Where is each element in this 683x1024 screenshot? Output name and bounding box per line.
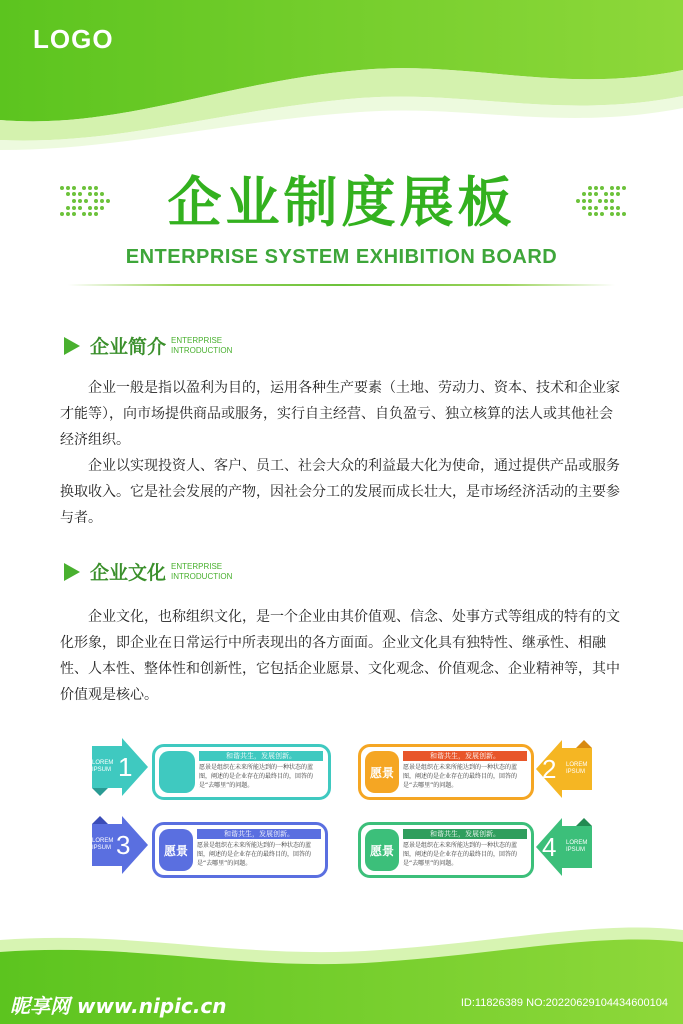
paragraph: 企业一般是指以盈利为目的，运用各种生产要素（土地、劳动力、资本、技术和企业家才能等），向市场提供商品或服务，实行自主经营、自负盈亏、独立核算的法人或其他社会经济组织。 <box>60 380 620 448</box>
header-wave-background <box>0 0 683 150</box>
paragraph: 企业以实现投资人、客户、员工、社会大众的利益最大化为使命，通过提供产品或服务换取收入。它是社会发展的产物，因社会分工的发展而成长壮大，是市场经济活动的主要参与者。 <box>60 458 620 526</box>
card-body: 愿景是组织在未来所能达到的一种状态的蓝图，阐述的是企业存在的最终目的，回答的是“去哪里”的问题。 <box>403 764 518 789</box>
lorem-label: LOREM IPSUM <box>566 840 588 853</box>
card-heading: 和谐共生，发展创新。 <box>197 829 321 839</box>
triangle-bullet-icon <box>64 563 80 581</box>
card-number: 2 <box>542 754 557 784</box>
lorem-label: LOREM IPSUM <box>92 760 114 773</box>
card-number: 3 <box>116 830 131 860</box>
card-heading: 和谐共生，发展创新。 <box>199 751 323 761</box>
card-tag: 愿景 <box>163 844 188 858</box>
section-subtitle-english <box>171 562 232 582</box>
card-number: 1 <box>118 752 133 782</box>
watermark-right: ID:11826389 NO:20220629104434600104 <box>460 997 668 1009</box>
watermark-left: 昵享网 www.nipic.cn <box>10 994 227 1018</box>
card-tag: 愿景 <box>369 766 394 780</box>
section-title: 企业简介 <box>90 336 167 358</box>
logo: LOGO <box>33 24 114 54</box>
card-heading: 和谐共生，发展创新。 <box>403 829 527 839</box>
card-body: 愿景是组织在未来所能达到的一种状态的蓝图，阐述的是企业存在的最终目的，回答的是“去哪里”的问题。 <box>197 842 312 867</box>
page-subtitle-english: ENTERPRISE SYSTEM EXHIBITION BOARD <box>125 246 558 268</box>
lorem-label: LOREM IPSUM <box>92 838 114 851</box>
lorem-label: LOREM IPSUM <box>566 762 588 775</box>
info-card-1 <box>152 744 331 800</box>
section-heading-culture <box>64 558 232 585</box>
info-card-3 <box>152 822 328 878</box>
card-tag: 愿景 <box>369 844 394 858</box>
section-en-line2: INTRODUCTION <box>171 571 233 581</box>
triangle-bullet-icon <box>64 337 80 355</box>
info-card-4 <box>358 822 534 878</box>
card-number: 4 <box>542 832 557 862</box>
card-body: 愿景是组织在未来所能达到的一种状态的蓝图，阐述的是企业存在的最终目的，回答的是“去哪里”的问题。 <box>199 764 314 789</box>
section-subtitle-english <box>171 336 232 356</box>
title-divider <box>68 284 615 286</box>
paragraph: 企业文化，也称组织文化，是一个企业由其价值观、信念、处事方式等组成的特有的文化形象，即企业在日常运行中所表现出的各方面面。企业文化具有独特性、继承性、相融性、人本性、整体性和创新性，它包括企业愿景、文化观念、价值观念、企业精神等，其中价值观是核心。 <box>60 609 620 703</box>
section-en-line2: INTRODUCTION <box>171 345 233 355</box>
card-body: 愿景是组织在未来所能达到的一种状态的蓝图，阐述的是企业存在的最终目的，回答的是“去哪里”的问题。 <box>403 842 518 867</box>
card-heading: 和谐共生，发展创新。 <box>403 751 527 761</box>
section-heading-intro <box>64 332 232 359</box>
section-title: 企业文化 <box>90 562 167 584</box>
page-title: 企业制度展板 <box>167 171 516 234</box>
section-en-line1: ENTERPRISE <box>171 561 223 571</box>
info-card-2 <box>358 744 534 800</box>
section-en-line1: ENTERPRISE <box>171 335 223 345</box>
